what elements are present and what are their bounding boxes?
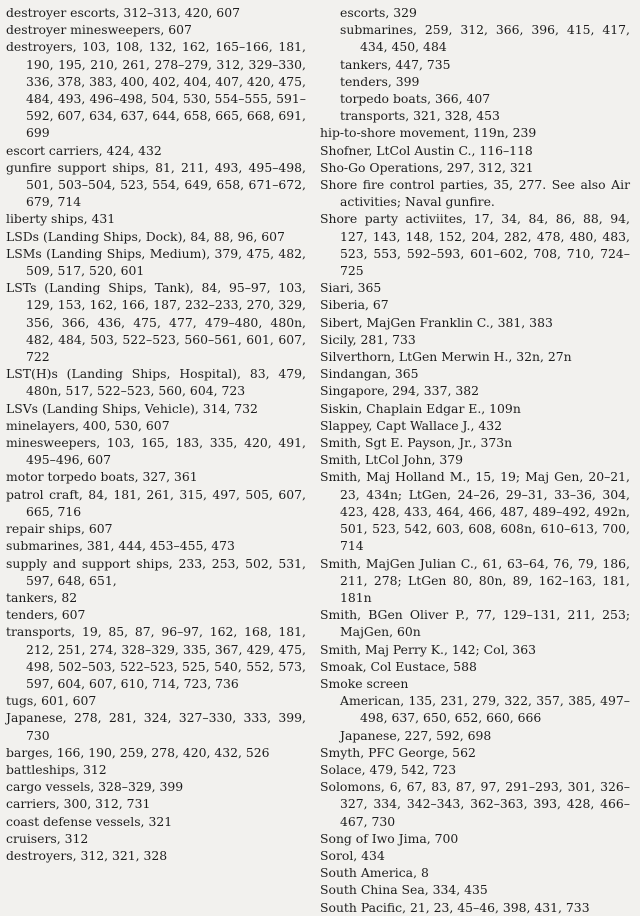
index-entry: Sorol, 434	[320, 847, 385, 863]
index-column-left	[6, 4, 306, 864]
index-entry: Solomons, 6, 67, 83, 87, 97, 291–293, 301, 326–327, 334, 342–343, 362–363, 393, 428, 466–467, 730	[320, 779, 630, 829]
index-entry: cargo vessels, 328–329, 399	[6, 779, 184, 795]
index-entry: tankers, 82	[6, 589, 78, 605]
index-entry: coast defense vessels, 321	[6, 813, 173, 829]
index-entry: destroyers, 103, 108, 132, 162, 165–166, 181, 190, 195, 210, 261, 278–279, 312, 329–330, 336, 378, 383, 400, 402, 404, 407, 420, 475, 484, 493, 496–498, 504, 530, 554–555, 591–592, 607, 634, 637, 644, 658, 665, 668, 691, 699	[6, 39, 306, 141]
index-entry: Sicily, 281, 733	[320, 331, 416, 347]
index-subentry: transports, 321, 328, 453	[340, 108, 500, 124]
index-entry: Siberia, 67	[320, 297, 389, 313]
index-entry: destroyer minesweepers, 607	[6, 22, 192, 38]
index-entry: gunfire support ships, 81, 211, 493, 495–498, 501, 503–504, 523, 554, 649, 658, 671–672, 679, 714	[6, 159, 306, 210]
index-entry: Sho-Go Operations, 297, 312, 321	[320, 159, 534, 175]
index-entry: Smith, LtCol John, 379	[320, 452, 464, 468]
index-entry: Smith, Maj Perry K., 142; Col, 363	[320, 641, 537, 657]
index-entry: barges, 166, 190, 259, 278, 420, 432, 526	[6, 744, 270, 760]
index-entry: tugs, 601, 607	[6, 693, 97, 709]
index-entry: carriers, 300, 312, 731	[6, 796, 151, 812]
index-entry: Siari, 365	[320, 280, 382, 296]
index-entry: supply and support ships, 233, 253, 502, 531, 597, 648, 651,	[6, 555, 306, 588]
index-subentry: torpedo boats, 366, 407	[340, 91, 491, 107]
index-subentry: tankers, 447, 735	[340, 56, 451, 72]
index-entry: minelayers, 400, 530, 607	[6, 417, 170, 433]
index-entry: Shore party activiites, 17, 34, 84, 86, 88, 94, 127, 143, 148, 152, 204, 282, 478, 480, 483, 523, 553, 592–593, 601–602, 708, 710, 724–725	[320, 211, 630, 279]
index-entry: South China Sea, 334, 435	[320, 882, 488, 898]
index-entry: Sibert, MajGen Franklin C., 381, 383	[320, 314, 553, 330]
index-subentry: tenders, 399	[340, 73, 420, 89]
index-entry: Slappey, Capt Wallace J., 432	[320, 417, 503, 433]
index-entry: tenders, 607	[6, 607, 86, 623]
index-entry: Smith, Sgt E. Payson, Jr., 373n	[320, 435, 513, 451]
index-entry: repair ships, 607	[6, 521, 113, 537]
index-entry: motor torpedo boats, 327, 361	[6, 469, 198, 485]
index-entry: patrol craft, 84, 181, 261, 315, 497, 505, 607, 665, 716	[6, 486, 306, 519]
index-entry: Solace, 479, 542, 723	[320, 761, 457, 777]
index-entry: Smoke screen	[320, 675, 409, 691]
index-entry: Smith, Maj Holland M., 15, 19; Maj Gen, 20–21, 23, 434n; LtGen, 24–26, 29–31, 33–36, 304, 423, 428, 433, 464, 466, 487, 489–492, 492n, 501, 523, 542, 603, 608, 608n, 610–613, 700, 714	[320, 469, 630, 554]
index-entry: submarines, 381, 444, 453–455, 473	[6, 538, 235, 554]
index-entry: cruisers, 312	[6, 830, 89, 846]
index-subentry: Japanese, 227, 592, 698	[340, 727, 492, 743]
index-entry: South America, 8	[320, 865, 429, 881]
index-entry: Smith, BGen Oliver P., 77, 129–131, 211, 253; MajGen, 60n	[320, 607, 630, 640]
index-subentry: escorts, 329	[340, 5, 417, 20]
index-entry: Shofner, LtCol Austin C., 116–118	[320, 142, 533, 158]
index-entry: Song of Iwo Jima, 700	[320, 830, 459, 846]
index-entry: Shore fire control parties, 35, 277. See also Air activities; Naval gunfire.	[320, 177, 630, 210]
index-subentry: submarines, 259, 312, 366, 396, 415, 417, 434, 450, 484	[340, 22, 630, 55]
index-entry: LSDs (Landing Ships, Dock), 84, 88, 96, 607	[6, 228, 285, 244]
index-entry: South Pacific, 21, 23, 45–46, 398, 431, 733	[320, 899, 590, 915]
index-entry: Smyth, PFC George, 562	[320, 744, 476, 760]
index-entry-main: Japanese, 278, 281, 324, 327–330, 333, 399, 730	[6, 710, 306, 743]
index-entry: destroyers, 312, 321, 328	[6, 847, 168, 863]
index-entry: LST(H)s (Landing Ships, Hospital), 83, 479, 480n, 517, 522–523, 560, 604, 723	[6, 366, 306, 399]
index-entry: liberty ships, 431	[6, 211, 116, 227]
index-entry: Silverthorn, LtGen Merwin H., 32n, 27n	[320, 349, 572, 365]
index-entry: transports, 19, 85, 87, 96–97, 162, 168, 181, 212, 251, 274, 328–329, 335, 367, 429, 475, 498, 502–503, 522–523, 525, 540, 552, 573, 597, 604, 607, 610, 714, 723, 736	[6, 624, 306, 691]
index-entry: destroyer escorts, 312–313, 420, 607	[6, 5, 240, 20]
index-subentry: American, 135, 231, 279, 322, 357, 385, 497–498, 637, 650, 652, 660, 666	[340, 693, 630, 726]
index-entry: battleships, 312	[6, 761, 107, 777]
index-entry: minesweepers, 103, 165, 183, 335, 420, 491, 495–496, 607	[6, 435, 306, 468]
index-entry: LSMs (Landing Ships, Medium), 379, 475, 482, 509, 517, 520, 601	[6, 245, 306, 279]
index-entry: Smith, MajGen Julian C., 61, 63–64, 76, 79, 186, 211, 278; LtGen 80, 80n, 89, 162–163, 181, 181n	[320, 555, 630, 605]
index-entry: LSTs (Landing Ships, Tank), 84, 95–97, 103, 129, 153, 162, 166, 187, 232–233, 270, 329, 356, 366, 436, 475, 477, 479–480, 480n, 482, 484, 503, 522–523, 560–561, 601, 607, 722	[6, 280, 306, 365]
index-entry: Siskin, Chaplain Edgar E., 109n	[320, 400, 521, 416]
index-entry: Singapore, 294, 337, 382	[320, 383, 479, 399]
index-entry: LSVs (Landing Ships, Vehicle), 314, 732	[6, 400, 258, 416]
index-entry: escort carriers, 424, 432	[6, 142, 162, 158]
index-entry: Sindangan, 365	[320, 366, 419, 382]
index-column-right	[320, 4, 630, 916]
index-entry: hip-to-shore movement, 119n, 239	[320, 125, 537, 141]
index-entry: Smoak, Col Eustace, 588	[320, 658, 477, 674]
